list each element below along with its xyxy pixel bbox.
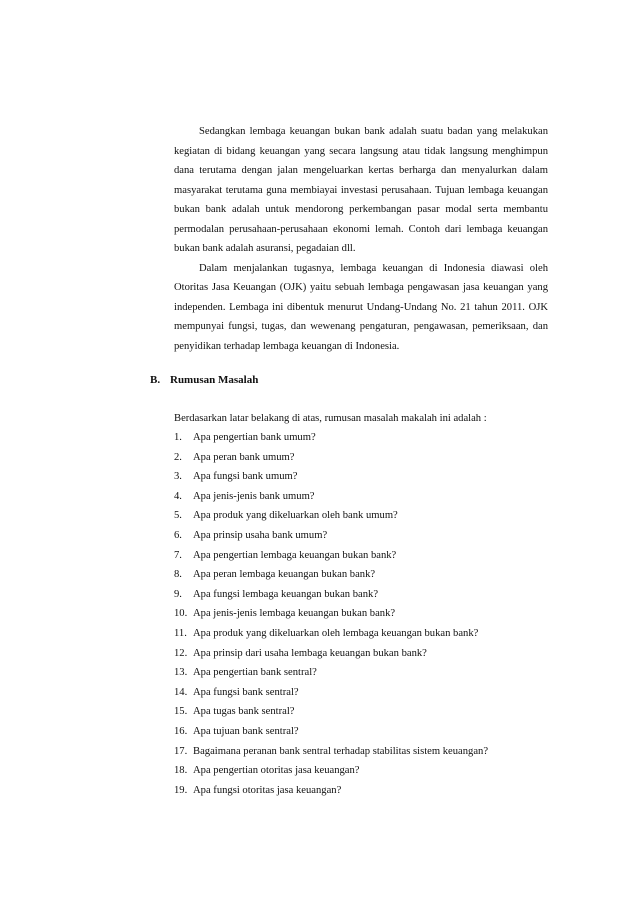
list-item-text: Apa fungsi lembaga keuangan bukan bank?	[193, 588, 379, 600]
list-item-number: 11.	[174, 627, 187, 639]
paragraph-non-bank-definition: Sedangkan lembaga keuangan bukan bank adalah suatu badan yang melakukan kegiatan di bidang keuangan yang secara langsung atau tidak langsung menghimpun dana terutama dengan jalan mengeluarkan kertas berharga dan menyalurkan dalam masyarakat terutama guna membiayai investasi perusahaan. Tujuan lembaga keuangan bukan bank adalah untuk mendorong perkembangan pasar modal serta membantu permodalan perusahaan-perusahaan ekonomi lemah. Contoh dari lembaga keuangan bukan bank adalah asuransi, pegadaian dll.	[174, 126, 548, 254]
list-item	[174, 647, 488, 667]
list-item-number: 18.	[174, 765, 188, 777]
list-item-text: Apa peran bank umum?	[193, 451, 295, 463]
list-item-text: Bagaimana peranan bank sentral terhadap stabilitas sistem keuangan?	[193, 745, 489, 757]
list-item	[174, 431, 488, 451]
intro-text	[174, 122, 548, 356]
list-item-number: 19.	[174, 784, 188, 796]
list-item-number: 17.	[174, 745, 188, 757]
list-item-text: Apa tujuan bank sentral?	[193, 725, 299, 737]
list-item-number: 10.	[174, 608, 188, 620]
list-item	[174, 745, 488, 765]
list-item-number: 9.	[174, 588, 182, 600]
list-item-text: Apa produk yang dikeluarkan oleh lembaga keuangan bukan bank?	[193, 627, 479, 639]
list-item-text: Apa pengertian otoritas jasa keuangan?	[193, 765, 360, 777]
list-item-number: 6.	[174, 529, 182, 541]
list-item	[174, 451, 488, 471]
list-item	[174, 764, 488, 784]
list-item-text: Apa pengertian bank sentral?	[193, 667, 317, 679]
list-item	[174, 784, 488, 804]
list-item-number: 12.	[174, 647, 188, 659]
list-item	[174, 627, 488, 647]
list-item	[174, 607, 488, 627]
list-item	[174, 529, 488, 549]
list-item-number: 4.	[174, 490, 182, 502]
list-item-text: Apa tugas bank sentral?	[193, 706, 295, 718]
list-item	[174, 568, 488, 588]
section-number: B.	[150, 374, 161, 386]
list-item	[174, 705, 488, 725]
list-item-number: 16.	[174, 725, 188, 737]
list-item-number: 14.	[174, 686, 188, 698]
list-item-text: Apa jenis-jenis bank umum?	[193, 490, 315, 502]
list-item	[174, 490, 488, 510]
list-item	[174, 588, 488, 608]
list-item-text: Apa fungsi bank sentral?	[193, 686, 299, 698]
list-item-number: 13.	[174, 667, 188, 679]
list-item-number: 15.	[174, 706, 188, 718]
list-item-text: Apa prinsip dari usaha lembaga keuangan bukan bank?	[193, 647, 427, 659]
list-item-text: Apa fungsi otoritas jasa keuangan?	[193, 784, 342, 796]
list-item-text: Apa produk yang dikeluarkan oleh bank umum?	[193, 510, 398, 522]
list-item-number: 5.	[174, 510, 182, 522]
list-item-text: Apa pengertian bank umum?	[193, 432, 316, 443]
list-item-text: Apa peran lembaga keuangan bukan bank?	[193, 569, 376, 581]
list-item-text: Apa jenis-jenis lembaga keuangan bukan bank?	[193, 608, 396, 620]
list-item-text: Apa fungsi bank umum?	[193, 471, 298, 483]
list-item	[174, 725, 488, 745]
list-item-number: 1.	[174, 432, 182, 443]
list-item	[174, 509, 488, 529]
paragraph-ojk-supervision: Dalam menjalankan tugasnya, lembaga keuangan di Indonesia diawasi oleh Otoritas Jasa Keuangan (OJK) yaitu sebuah lembaga pengawasan jasa keuangan yang independen. Lembaga ini dibentuk menurut Undang-Undang No. 21 tahun 2011. OJK mempunyai fungsi, tugas, dan wewenang pengaturan, pengawasan, pemeriksaan, dan penyidikan terhadap lembaga keuangan di Indonesia.	[174, 262, 548, 352]
list-item	[174, 470, 488, 490]
list-item-text: Apa pengertian lembaga keuangan bukan bank?	[193, 549, 397, 561]
list-item	[174, 666, 488, 686]
list-item-number: 7.	[174, 549, 182, 561]
section-title: Rumusan Masalah	[170, 374, 259, 386]
section-lead-text: Berdasarkan latar belakang di atas, rumusan masalah makalah ini adalah :	[174, 413, 487, 424]
list-item-number: 2.	[174, 451, 182, 463]
list-item	[174, 549, 488, 569]
section-heading	[150, 373, 258, 387]
list-item-number: 8.	[174, 569, 182, 581]
list-item-text: Apa prinsip usaha bank umum?	[193, 529, 328, 541]
list-item	[174, 686, 488, 706]
list-item-number: 3.	[174, 471, 182, 483]
question-list	[174, 431, 488, 803]
